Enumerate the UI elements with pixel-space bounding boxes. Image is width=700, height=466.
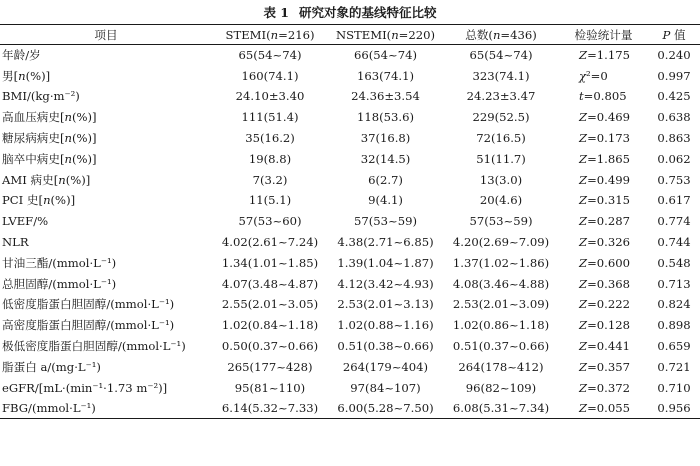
row-item-label: PCI 史[n(%)]: [2, 193, 76, 208]
table-row: [0, 356, 700, 377]
cell-nstemi: 118(53.6): [357, 110, 414, 125]
cell-total: 1.37(1.02~1.86): [452, 255, 550, 270]
cell-test-statistic: Z=0.357: [579, 359, 630, 374]
row-item-label: 低密度脂蛋白胆固醇/(mmol·L⁻¹): [2, 297, 175, 312]
table-row: [0, 232, 700, 253]
cell-p-value: 0.753: [657, 172, 691, 187]
row-item-label: BMI/(kg·m⁻²): [2, 89, 80, 104]
table-row: [0, 107, 700, 128]
row-item-label: 年龄/岁: [2, 48, 41, 63]
cell-test-statistic: χ²=0: [579, 68, 608, 83]
cell-total: 4.08(3.46~4.88): [452, 276, 550, 291]
cell-p-value: 0.898: [657, 318, 691, 333]
cell-p-value: 0.062: [657, 151, 691, 166]
cell-nstemi: 4.12(3.42~4.93): [337, 276, 434, 291]
cell-test-statistic: Z=0.315: [579, 193, 630, 208]
row-item-label: 脑卒中病史[n(%)]: [2, 151, 97, 166]
cell-stemi: 19(8.8): [248, 151, 292, 166]
cell-p-value: 0.721: [657, 359, 691, 374]
cell-total: 24.23±3.47: [466, 89, 536, 104]
cell-p-value: 0.956: [648, 398, 700, 419]
cell-test-statistic: Z=0.441: [579, 339, 630, 354]
table-row: [0, 45, 700, 66]
cell-test-statistic: Z=1.865: [579, 151, 630, 166]
cell-p-value: 0.240: [657, 48, 691, 63]
table-row: [0, 169, 700, 190]
cell-test-statistic: Z=0.368: [579, 276, 630, 291]
cell-p-value: 0.638: [657, 110, 691, 125]
table-title: 研究对象的基线特征比较: [299, 5, 437, 20]
cell-nstemi: 9(4.1): [368, 193, 403, 208]
cell-p-value: 0.548: [657, 255, 691, 270]
table-row: [0, 336, 700, 357]
table-row: [0, 273, 700, 294]
row-item-label: 高血压病史[n(%)]: [2, 110, 97, 125]
cell-total: 65(54~74): [469, 48, 533, 63]
table-row: [0, 294, 700, 315]
table-row: [0, 128, 700, 149]
cell-p-value: 0.774: [657, 214, 691, 229]
cell-test-statistic: Z=0.055: [559, 398, 648, 419]
row-item-label: 糖尿病病史[n(%)]: [2, 131, 97, 146]
cell-test-statistic: Z=0.372: [579, 380, 630, 395]
table-row: [0, 190, 700, 211]
cell-nstemi: 6.00(5.28~7.50): [328, 398, 443, 419]
header-nstemi: NSTEMI(n=220): [328, 25, 443, 45]
cell-total: 4.20(2.69~7.09): [452, 235, 550, 250]
cell-nstemi: 97(84~107): [350, 380, 421, 395]
cell-stemi: 95(81~110): [234, 380, 306, 395]
cell-nstemi: 57(53~59): [353, 214, 418, 229]
row-item-label: 男[n(%)]: [2, 68, 51, 83]
cell-stemi: 57(53~60): [238, 214, 302, 229]
table-row: [0, 377, 700, 398]
cell-nstemi: 0.51(0.38~0.66): [337, 339, 434, 354]
cell-total: 51(11.7): [476, 151, 526, 166]
cell-nstemi: 2.53(2.01~3.13): [337, 297, 434, 312]
header-p-value: P 值: [648, 25, 700, 45]
cell-test-statistic: t=0.805: [579, 89, 627, 104]
cell-test-statistic: Z=0.287: [579, 214, 630, 229]
row-item-label: eGFR/[mL·(min⁻¹·1.73 m⁻²)]: [2, 380, 168, 395]
cell-stemi: 7(3.2): [252, 172, 288, 187]
cell-stemi: 0.50(0.37~0.66): [221, 339, 319, 354]
cell-total: 323(74.1): [472, 68, 530, 83]
table-row: [0, 65, 700, 86]
cell-p-value: 0.713: [657, 276, 691, 291]
cell-p-value: 0.710: [657, 380, 691, 395]
cell-test-statistic: Z=0.469: [579, 110, 630, 125]
header-item: 项目: [0, 25, 212, 45]
cell-total: 96(82~109): [465, 380, 537, 395]
cell-nstemi: 163(74.1): [357, 68, 414, 83]
row-item-label: 脂蛋白 a/(mg·L⁻¹): [2, 359, 101, 374]
cell-p-value: 0.617: [657, 193, 691, 208]
header-test-statistic: 检验统计量: [559, 25, 648, 45]
table-header-row: [0, 25, 700, 45]
cell-stemi: 1.34(1.01~1.85): [221, 255, 319, 270]
cell-stemi: 35(16.2): [245, 131, 295, 146]
cell-test-statistic: Z=0.326: [579, 235, 630, 250]
cell-stemi: 1.02(0.84~1.18): [221, 318, 319, 333]
cell-nstemi: 6(2.7): [368, 172, 403, 187]
cell-test-statistic: Z=0.222: [579, 297, 630, 312]
table-row: [0, 315, 700, 336]
cell-total: 6.08(5.31~7.34): [443, 398, 559, 419]
row-item-label: LVEF/%: [2, 214, 49, 229]
row-item-label: 甘油三酯/(mmol·L⁻¹): [2, 255, 117, 270]
cell-nstemi: 1.39(1.04~1.87): [337, 255, 434, 270]
cell-nstemi: 32(14.5): [360, 151, 411, 166]
cell-stemi: 11(5.1): [248, 193, 292, 208]
table-caption: [0, 2, 700, 24]
cell-nstemi: 1.02(0.88~1.16): [337, 318, 434, 333]
table-row: [0, 211, 700, 232]
cell-stemi: 4.07(3.48~4.87): [221, 276, 319, 291]
cell-test-statistic: Z=0.499: [579, 172, 630, 187]
row-item-label: FBG/(mmol·L⁻¹): [0, 398, 212, 419]
cell-total: 1.02(0.86~1.18): [452, 318, 550, 333]
cell-nstemi: 24.36±3.54: [351, 89, 420, 104]
cell-stemi: 65(54~74): [238, 48, 302, 63]
cell-stemi: 265(177~428): [227, 359, 313, 374]
row-item-label: NLR: [2, 235, 29, 250]
cell-total: 2.53(2.01~3.09): [452, 297, 550, 312]
cell-nstemi: 66(54~74): [353, 48, 418, 63]
cell-stemi: 160(74.1): [241, 68, 299, 83]
cell-total: 72(16.5): [476, 131, 526, 146]
cell-p-value: 0.997: [657, 68, 691, 83]
table-row: [0, 148, 700, 169]
cell-total: 229(52.5): [472, 110, 530, 125]
cell-stemi: 2.55(2.01~3.05): [221, 297, 319, 312]
cell-p-value: 0.744: [657, 235, 691, 250]
cell-nstemi: 37(16.8): [360, 131, 411, 146]
cell-total: 13(3.0): [479, 172, 523, 187]
cell-p-value: 0.425: [657, 89, 691, 104]
cell-stemi: 111(51.4): [241, 110, 299, 125]
cell-total: 57(53~59): [469, 214, 533, 229]
cell-stemi: 4.02(2.61~7.24): [221, 235, 319, 250]
table-body: [0, 45, 700, 419]
row-item-label: 总胆固醇/(mmol·L⁻¹): [2, 276, 117, 291]
table-row: [0, 398, 700, 419]
cell-p-value: 0.659: [657, 339, 691, 354]
header-total: 总数(n=436): [443, 25, 559, 45]
cell-test-statistic: Z=0.128: [579, 318, 630, 333]
cell-total: 0.51(0.37~0.66): [452, 339, 550, 354]
cell-total: 264(178~412): [458, 359, 544, 374]
cell-test-statistic: Z=1.175: [579, 48, 630, 63]
baseline-characteristics-table: [0, 24, 700, 419]
cell-nstemi: 4.38(2.71~6.85): [337, 235, 434, 250]
row-item-label: 高密度脂蛋白胆固醇/(mmol·L⁻¹): [2, 318, 175, 333]
table-number: 表 1: [263, 5, 290, 20]
cell-stemi: 6.14(5.32~7.33): [212, 398, 328, 419]
row-item-label: 极低密度脂蛋白胆固醇/(mmol·L⁻¹): [2, 339, 186, 354]
cell-p-value: 0.824: [657, 297, 691, 312]
header-stemi: STEMI(n=216): [212, 25, 328, 45]
cell-nstemi: 264(179~404): [342, 359, 429, 374]
table-row: [0, 252, 700, 273]
cell-p-value: 0.863: [657, 131, 691, 146]
row-item-label: AMI 病史[n(%)]: [2, 172, 91, 187]
cell-test-statistic: Z=0.173: [579, 131, 630, 146]
table-row: [0, 86, 700, 107]
cell-total: 20(4.6): [479, 193, 523, 208]
cell-stemi: 24.10±3.40: [235, 89, 305, 104]
cell-test-statistic: Z=0.600: [579, 255, 630, 270]
